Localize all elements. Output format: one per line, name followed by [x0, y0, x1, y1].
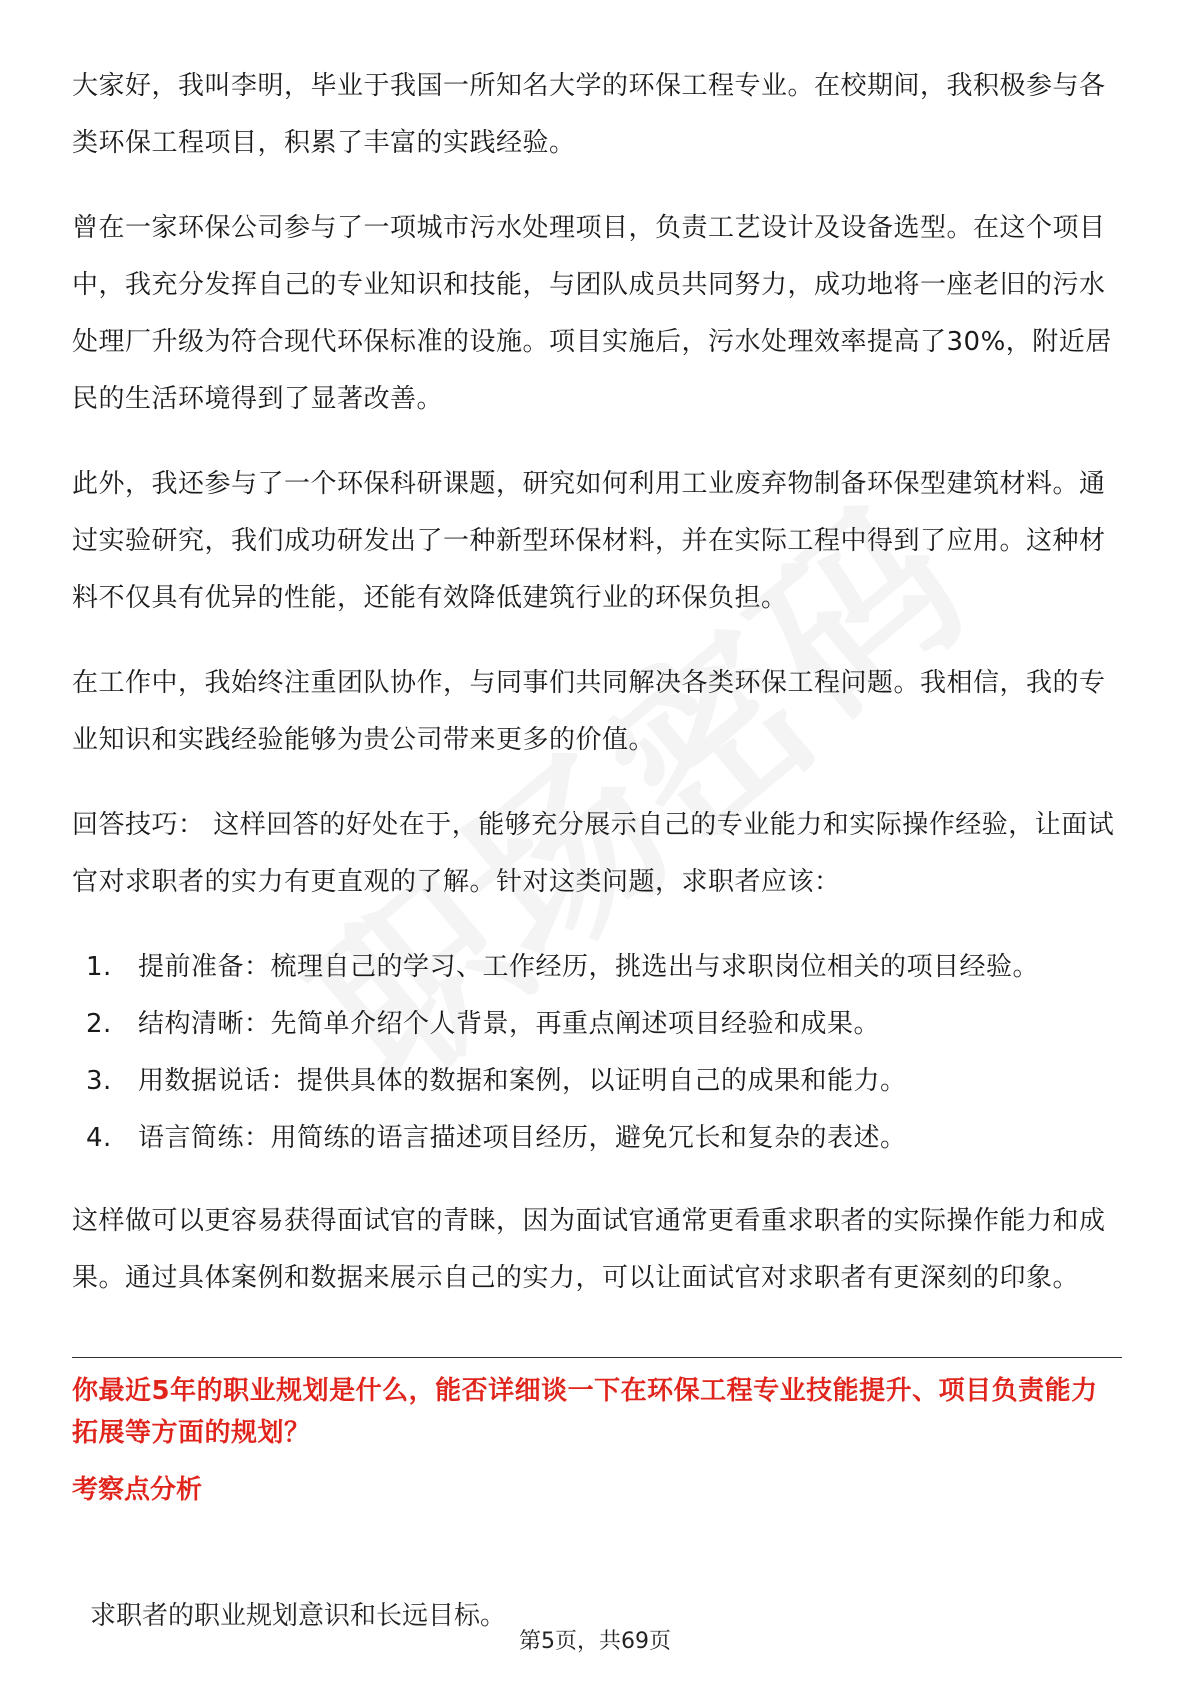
section-title: 考察点分析	[72, 1475, 203, 1505]
list-text: 结构清晰：先简单介绍个人背景，再重点阐述项目经验和成果。	[138, 1009, 881, 1039]
list-number: 2.	[86, 1009, 112, 1039]
list-text: 用数据说话：提供具体的数据和案例，以证明自己的成果和能力。	[138, 1066, 907, 1096]
paragraph-conclusion: 这样做可以更容易获得面试官的青睐，因为面试官通常更看重求职者的实际操作能力和成果。通过具体案例和数据来展示自己的实力，可以让面试官对求职者有更深刻的印象。	[72, 1206, 1106, 1293]
list-number: 1.	[86, 952, 112, 982]
list-text: 提前准备：梳理自己的学习、工作经历，挑选出与求职岗位相关的项目经验。	[138, 952, 1040, 982]
interview-question: 你最近5年的职业规划是什么，能否详细谈一下在环保工程专业技能提升、项目负责能力拓展等方面的规划？	[72, 1376, 1098, 1448]
list-number: 4.	[86, 1123, 112, 1153]
list-number: 3.	[86, 1066, 112, 1096]
paragraph-answer-tips: 回答技巧： 这样回答的好处在于，能够充分展示自己的专业能力和实际操作经验，让面试官对求职者的实力有更直观的了解。针对这类问题，求职者应该：	[72, 810, 1115, 897]
cut-off-text: 求职者的职业规划意识和长远目标。	[90, 1601, 507, 1631]
list-text: 语言简练：用简练的语言描述项目经历，避免冗长和复杂的表述。	[138, 1123, 907, 1153]
list-item	[72, 1053, 1122, 1110]
list-item	[72, 1110, 1122, 1167]
paragraph-intro: 大家好，我叫李明，毕业于我国一所知名大学的环保工程专业。在校期间，我积极参与各类环保工程项目，积累了丰富的实践经验。	[72, 71, 1106, 158]
tips-list	[72, 939, 1122, 1167]
section-divider	[72, 1357, 1122, 1358]
paragraph-project-sewage: 曾在一家环保公司参与了一项城市污水处理项目，负责工艺设计及设备选型。在这个项目中，我充分发挥自己的专业知识和技能，与团队成员共同努力，成功地将一座老旧的污水处理厂升级为符合现代环保标准的设施。项目实施后，污水处理效率提高了30%，附近居民的生活环境得到了显著改善。	[72, 213, 1112, 414]
paragraph-teamwork: 在工作中，我始终注重团队协作，与同事们共同解决各类环保工程问题。我相信，我的专业知识和实践经验能够为贵公司带来更多的价值。	[72, 668, 1106, 755]
document-page	[72, 58, 1122, 1510]
list-item	[72, 996, 1122, 1053]
list-item	[72, 939, 1122, 996]
page-number: 第5页，共69页	[519, 1629, 671, 1654]
paragraph-project-research: 此外，我还参与了一个环保科研课题，研究如何利用工业废弃物制备环保型建筑材料。通过实验研究，我们成功研发出了一种新型环保材料，并在实际工程中得到了应用。这种材料不仅具有优异的性能，还能有效降低建筑行业的环保负担。	[72, 469, 1106, 613]
